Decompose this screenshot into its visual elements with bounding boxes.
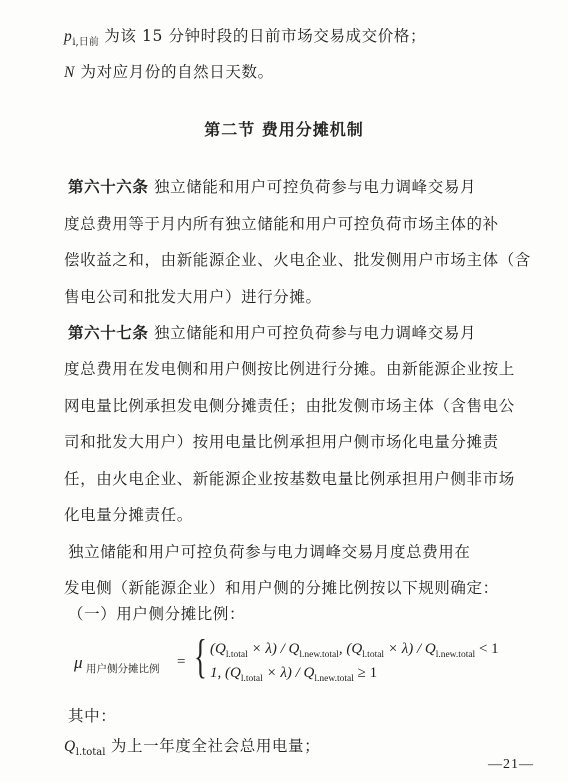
article-66-line-3: 偿收益之和，由新能源企业、火电企业、批发侧用户市场主体（含 xyxy=(64,251,531,269)
case2-part-a: 1, (Q xyxy=(210,665,241,681)
var-p-sub: i,日前 xyxy=(72,37,99,48)
case1-part-c: , (Q xyxy=(338,641,363,657)
item-1-heading: （一）用户侧分摊比例： xyxy=(68,605,246,623)
definition-q-text: 为上一年度全社会总用电量； xyxy=(105,737,321,755)
definition-p xyxy=(64,26,426,53)
definition-p-text: 为该 15 分钟时段的日前市场交易成交价格； xyxy=(98,27,427,45)
section-title: 第二节 费用分摊机制 xyxy=(204,120,364,139)
page-number: —21— xyxy=(488,757,534,772)
case1-part-d: × λ) / Q xyxy=(384,641,436,657)
article-67-text-1: 独立储能和用户可控负荷参与电力调峰交易月 xyxy=(148,324,477,342)
case2-sub-b: l.new.total xyxy=(314,674,354,684)
case1-sub-d: l.new.total xyxy=(435,650,476,660)
formula-brace: { xyxy=(194,630,207,683)
case2-part-c: ≥ 1 xyxy=(353,665,378,681)
article-67-line-4: 司和批发大用户）按用电量比例承担用户侧市场化电量分摊责 xyxy=(64,433,499,451)
case1-sub-b: l.new.total xyxy=(299,650,339,660)
formula-equals: = xyxy=(177,654,186,670)
formula-mu: μ xyxy=(74,653,83,672)
case1-part-b: × λ) / Q xyxy=(247,641,300,657)
article-67-line-3: 网电量比例承担发电侧分摊责任；由批发侧市场主体（含售电公 xyxy=(64,397,515,415)
definition-n-text: 为对应月份的自然日天数。 xyxy=(74,63,274,81)
article-66-line-1 xyxy=(68,177,476,197)
article-66-text-1: 独立储能和用户可控负荷参与电力调峰交易月 xyxy=(148,178,477,196)
case1-sub-c: l.total xyxy=(362,650,385,660)
definition-n xyxy=(64,62,274,83)
var-q: Q xyxy=(64,738,76,755)
article-66-label: 第六十六条 xyxy=(68,177,149,196)
case1-part-a: (Q xyxy=(210,641,226,657)
article-66-line-2: 度总费用等于月内所有独立储能和用户可控负荷市场主体的补 xyxy=(64,215,499,233)
qizhong-label: 其中： xyxy=(68,707,117,725)
case1-part-e: < 1 xyxy=(475,641,499,657)
article-66-line-4: 售电公司和批发大用户）进行分摊。 xyxy=(64,288,322,306)
var-q-sub: l.total xyxy=(75,747,106,758)
definition-q xyxy=(64,736,320,763)
formula-case-1 xyxy=(210,641,499,660)
case2-part-b: × λ) / Q xyxy=(262,665,315,681)
article-67-label: 第六十七条 xyxy=(68,323,149,342)
article-67-line-6: 化电量分摊责任。 xyxy=(64,506,193,524)
article-67-line-1 xyxy=(68,323,476,343)
formula-mu-subscript: 用户侧分摊比例 xyxy=(86,663,160,675)
paragraph-line-2: 发电侧（新能源企业）和用户侧的分摊比例按以下规则确定： xyxy=(64,579,499,597)
article-67-line-5: 任，由火电企业、新能源企业按基数电量比例承担用户侧非市场 xyxy=(64,470,515,488)
var-p: p xyxy=(64,28,73,45)
formula-case-2 xyxy=(210,665,377,684)
case2-sub-a: l.total xyxy=(240,674,263,684)
paragraph-line-1: 独立储能和用户可控负荷参与电力调峰交易月度总费用在 xyxy=(68,543,471,561)
article-67-line-2: 度总费用在发电侧和用户侧按比例进行分摊。由新能源企业按上 xyxy=(64,360,515,378)
var-n: N xyxy=(64,64,75,81)
case1-sub-a: l.total xyxy=(225,650,248,660)
allocation-ratio-formula xyxy=(74,630,534,689)
